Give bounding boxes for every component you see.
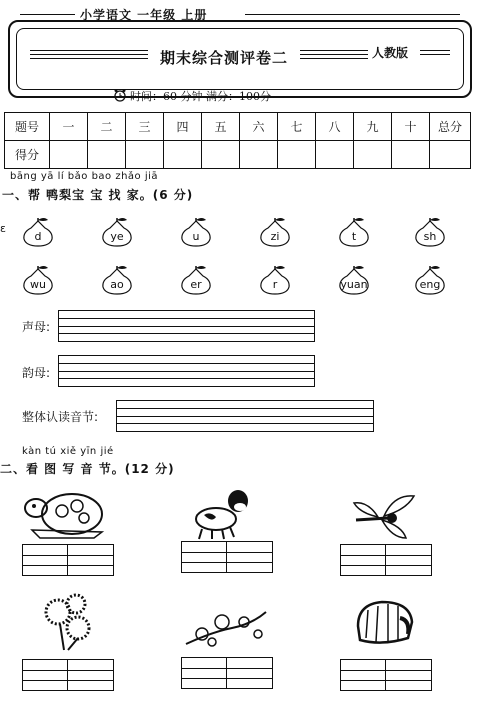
table-cell: 九 — [354, 113, 392, 141]
table-cell: 五 — [202, 113, 240, 141]
pear-card[interactable] — [178, 217, 214, 247]
score-table-header-row — [5, 113, 471, 141]
table-cell: 一 — [50, 113, 88, 141]
section1-pinyin: bāng yā lí bǎo bao zhǎo jiā — [10, 171, 159, 182]
section2-pinyin: kàn tú xiě yīn jié — [22, 446, 114, 457]
table-cell: 十 — [392, 113, 430, 141]
score-input-cell[interactable] — [278, 141, 316, 169]
section2-heading: 二、看 图 写 音 节。(12 分) — [0, 462, 175, 476]
title-rule-left-1 — [30, 50, 148, 51]
table-cell: 六 — [240, 113, 278, 141]
score-input-cell[interactable] — [354, 141, 392, 169]
table-cell: 三 — [126, 113, 164, 141]
score-input-cell[interactable] — [88, 141, 126, 169]
tree-stump-icon — [352, 598, 416, 648]
table-cell: 八 — [316, 113, 354, 141]
pear-syllable: ao — [110, 278, 124, 291]
edition-label: 人教版 — [372, 46, 409, 60]
title-rule-left-3 — [30, 58, 148, 59]
pinyin-writing-grid[interactable] — [22, 544, 114, 576]
pear-card[interactable] — [412, 265, 448, 295]
table-cell: 题号 — [5, 113, 50, 141]
pear-card[interactable] — [412, 217, 448, 247]
score-input-cell[interactable] — [202, 141, 240, 169]
title-rule-left-2 — [30, 54, 148, 55]
cow-icon — [190, 483, 256, 541]
pear-syllable: wu — [30, 278, 46, 291]
edition-rule-1 — [420, 50, 450, 51]
pear-card[interactable] — [178, 265, 214, 295]
pinyin-writing-grid[interactable] — [22, 659, 114, 691]
pear-card[interactable] — [257, 217, 293, 247]
pinyin-writing-grid[interactable] — [181, 657, 273, 689]
pear-syllable: yuan — [340, 278, 368, 291]
title-rule-right-1 — [300, 50, 368, 51]
edition-rule-2 — [420, 54, 450, 55]
score-table — [4, 112, 471, 169]
header-rule-left — [20, 14, 75, 15]
title-rule-right-3 — [300, 58, 368, 59]
pear-card[interactable] — [20, 217, 56, 247]
pear-syllable: r — [272, 278, 278, 291]
pear-card[interactable] — [20, 265, 56, 295]
pinyin-writing-grid[interactable] — [340, 544, 432, 576]
score-input-cell[interactable] — [240, 141, 278, 169]
table-cell: 二 — [88, 113, 126, 141]
pear-card[interactable] — [336, 217, 372, 247]
pear-syllable: ye — [110, 230, 124, 243]
pear-syllable: u — [192, 230, 200, 243]
score-input-cell[interactable] — [126, 141, 164, 169]
flower-branch-icon — [182, 598, 270, 652]
pear-card[interactable] — [99, 265, 135, 295]
pear-syllable: d — [34, 230, 42, 243]
pear-card[interactable] — [99, 217, 135, 247]
exam-title: 期末综合测评卷二 — [160, 49, 289, 67]
table-cell: 得分 — [5, 141, 50, 169]
score-input-cell[interactable] — [50, 141, 88, 169]
yunmu-answer-lines[interactable] — [58, 355, 315, 387]
score-table-score-row — [5, 141, 471, 169]
header-rule-right — [245, 14, 460, 15]
table-cell: 七 — [278, 113, 316, 141]
header-top-line: 小学语文 一年级 上册 — [80, 8, 208, 22]
pear-syllable: t — [351, 230, 357, 243]
time-score-info: 时间：60 分钟 满分：100分 — [130, 90, 271, 103]
pear-syllable: sh — [423, 230, 437, 243]
pear-card[interactable] — [257, 265, 293, 295]
turtle-icon — [22, 486, 108, 542]
zhengti-answer-lines[interactable] — [116, 400, 374, 432]
score-input-cell[interactable] — [164, 141, 202, 169]
pear-syllable: eng — [419, 278, 441, 291]
score-input-cell[interactable] — [392, 141, 430, 169]
yunmu-label: 韵母: — [22, 366, 51, 380]
table-cell: 总分 — [430, 113, 471, 141]
section1-heading: 一、帮 鸭梨宝 宝 找 家。(6 分) — [2, 188, 194, 202]
table-cell: 四 — [164, 113, 202, 141]
dragonfly-icon — [348, 490, 418, 542]
alarm-clock-icon — [113, 87, 127, 106]
margin-mark: ɛ — [0, 222, 6, 235]
zhengti-label: 整体认读音节: — [22, 410, 99, 424]
pear-syllable: er — [190, 278, 202, 291]
chrysanthemum-icon — [34, 590, 100, 652]
shengmu-answer-lines[interactable] — [58, 310, 315, 342]
title-rule-right-2 — [300, 54, 368, 55]
pear-syllable: zi — [270, 230, 280, 243]
shengmu-label: 声母: — [22, 320, 51, 334]
pear-card[interactable] — [336, 265, 372, 295]
pinyin-writing-grid[interactable] — [181, 541, 273, 573]
score-input-cell[interactable] — [316, 141, 354, 169]
score-input-cell[interactable] — [430, 141, 471, 169]
pinyin-writing-grid[interactable] — [340, 659, 432, 691]
